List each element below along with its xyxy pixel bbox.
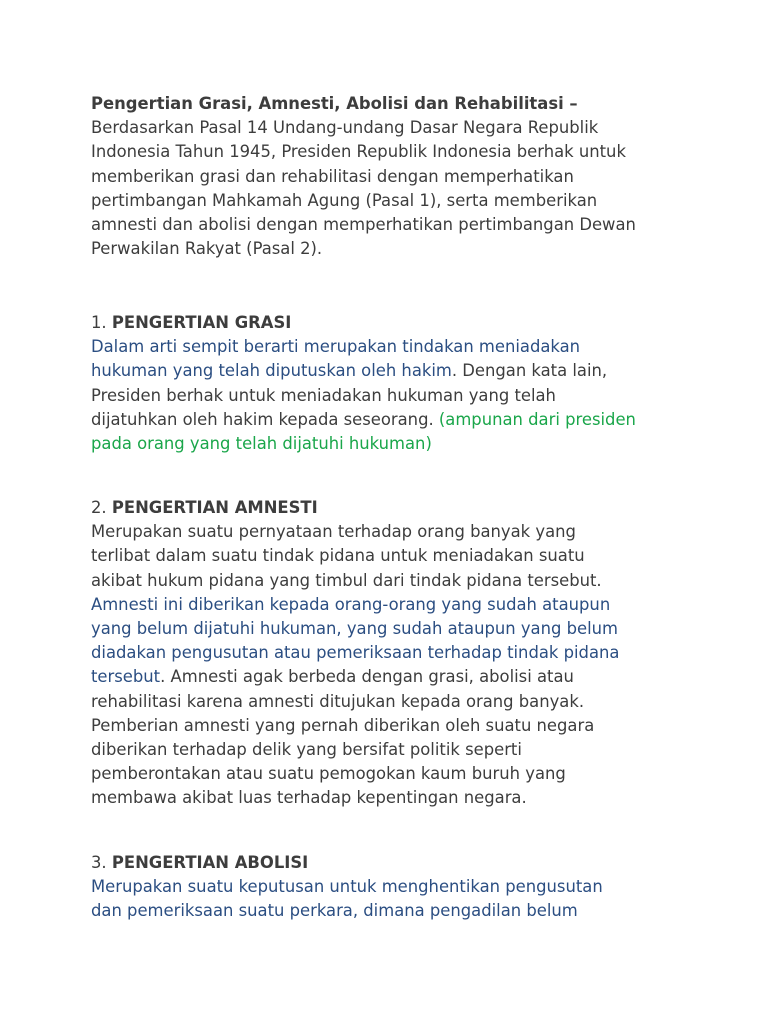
section-heading [91, 311, 741, 335]
body-line: rehabilitasi karena amnesti ditujukan kepada orang banyak. [91, 691, 585, 711]
body-line: akibat hukum pidana yang timbul dari tindak pidana tersebut. [91, 570, 602, 590]
intro-line: Berdasarkan Pasal 14 Undang-undang Dasar Negara Republik [91, 118, 599, 138]
section-abolisi [91, 851, 741, 924]
highlight-text: Amnesti ini diberikan kepada orang-orang yang sudah ataupun [91, 594, 611, 614]
intro-title: Pengertian Grasi, Amnesti, Abolisi dan Rehabilitasi – [91, 94, 578, 113]
highlight-text: diadakan pengusutan atau pemeriksaan terhadap tindak pidana [91, 643, 620, 663]
section-heading [91, 851, 741, 875]
body-line: Merupakan suatu pernyataan terhadap orang banyak yang [91, 522, 576, 542]
body-line [91, 359, 741, 383]
section-grasi [91, 311, 741, 456]
section-amnesti [91, 496, 741, 810]
highlight-text: Dalam arti sempit berarti merupakan tindakan meniadakan [91, 337, 581, 357]
body-line [91, 408, 741, 432]
intro-line: memberikan grasi dan rehabilitasi dengan memperhatikan [91, 166, 574, 186]
intro-line: pertimbangan Mahkamah Agung (Pasal 1), serta memberikan [91, 190, 598, 210]
section-number: 1. [91, 313, 112, 332]
body-line [91, 665, 741, 689]
highlight-text: tersebut [91, 667, 161, 687]
intro-line: Indonesia Tahun 1945, Presiden Republik Indonesia berhak untuk [91, 142, 626, 162]
highlight-text: hukuman yang telah diputuskan oleh hakim [91, 361, 452, 381]
note-text: (ampunan dari presiden [438, 409, 636, 429]
intro-line: Perwakilan Rakyat (Pasal 2). [91, 239, 323, 259]
body-text: . Amnesti agak berbeda dengan grasi, abolisi atau [160, 667, 574, 687]
section-number: 2. [91, 498, 112, 517]
section-heading [91, 496, 741, 520]
body-text: . Dengan kata lain, [451, 361, 608, 381]
highlight-text: yang belum dijatuhi hukuman, yang sudah ataupun yang belum [91, 618, 619, 638]
note-text: pada orang yang telah dijatuhi hukuman) [91, 433, 432, 453]
section-number: 3. [91, 853, 112, 872]
body-line: membawa akibat luas terhadap kepentingan negara. [91, 788, 527, 808]
body-line: terlibat dalam suatu tindak pidana untuk meniadakan suatu [91, 546, 585, 566]
section-title: PENGERTIAN ABOLISI [111, 853, 309, 872]
body-line: Presiden berhak untuk meniadakan hukuman yang telah [91, 385, 556, 405]
body-line: pemberontakan atau suatu pemogokan kaum buruh yang [91, 764, 566, 784]
body-text: dijatuhkan oleh hakim kepada seseorang. [91, 409, 439, 429]
highlight-text: Merupakan suatu keputusan untuk menghentikan pengusutan [91, 877, 603, 897]
highlight-text: dan pemeriksaan suatu perkara, dimana pengadilan belum [91, 901, 578, 921]
intro-paragraph [91, 92, 741, 261]
body-line: Pemberian amnesti yang pernah diberikan oleh suatu negara [91, 715, 595, 735]
section-title: PENGERTIAN GRASI [111, 313, 292, 332]
intro-line: amnesti dan abolisi dengan memperhatikan pertimbangan Dewan [91, 214, 636, 234]
body-line: diberikan terhadap delik yang bersifat politik seperti [91, 739, 522, 759]
section-title: PENGERTIAN AMNESTI [111, 498, 318, 517]
